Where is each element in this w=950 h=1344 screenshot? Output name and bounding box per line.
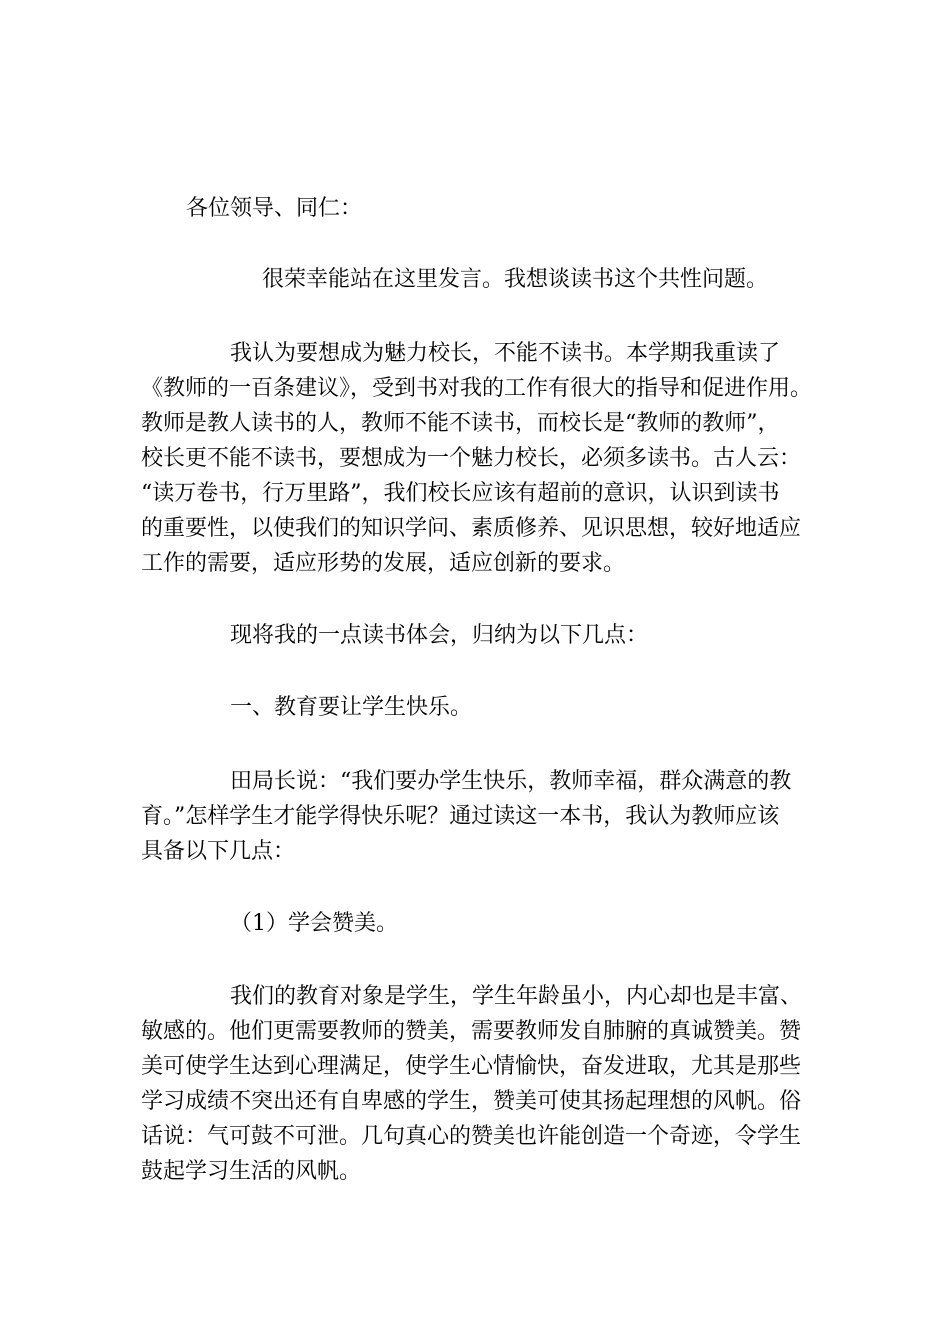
paragraph-line: 鼓起学习生活的风帆。 [141,1159,362,1184]
paragraph-line: 教师是教人读书的人，教师不能不读书，而校长是“教师的教师”， [141,411,780,436]
paragraph-line: 我们的教育对象是学生，学生年龄虽小，内心却也是丰富、 [230,984,803,1009]
paragraph-line: 育。”怎样学生才能学得快乐呢？通过读这一本书，我认为教师应该 [141,804,780,829]
paragraph-line: 具备以下几点： [141,839,296,864]
paragraph-line: 我认为要想成为魅力校长，不能不读书。本学期我重读了 [230,341,781,366]
paragraph-line: 学习成绩不突出还有自卑感的学生，赞美可使其扬起理想的风帆。俗 [141,1089,802,1114]
section-heading: 一、教育要让学生快乐。 [230,695,473,720]
salutation: 各位领导、同仁： [186,196,363,221]
summary-intro: 现将我的一点读书体会，归纳为以下几点： [230,623,649,648]
paragraph-line: 话说：气可鼓不可泄。几句真心的赞美也许能创造一个奇迹，令学生 [141,1124,802,1149]
paragraph-line: 田局长说：“我们要办学生快乐，教师幸福，群众满意的教 [230,769,792,794]
paragraph-line: 工作的需要，适应形势的发展，适应创新的要求。 [141,551,626,576]
paragraph-line: 美可使学生达到心理满足，使学生心情愉快，奋发进取，尤其是那些 [141,1054,802,1079]
subheading: （1）学会赞美。 [230,911,398,936]
paragraph-line: “读万卷书，行万里路”，我们校长应该有超前的意识，认识到读书 [141,481,780,506]
intro-paragraph: 很荣幸能站在这里发言。我想谈读书这个共性问题。 [262,267,769,292]
paragraph-line: 的重要性，以使我们的知识学问、素质修养、见识思想，较好地适应 [141,516,802,541]
paragraph-line: 敏感的。他们更需要教师的赞美，需要教师发自肺腑的真诚赞美。赞 [141,1019,802,1044]
paragraph-line: 《教师的一百条建议》，受到书对我的工作有很大的指导和促进作用。 [141,376,813,401]
paragraph-line: 校长更不能不读书，要想成为一个魅力校长，必须多读书。古人云： [141,446,802,471]
